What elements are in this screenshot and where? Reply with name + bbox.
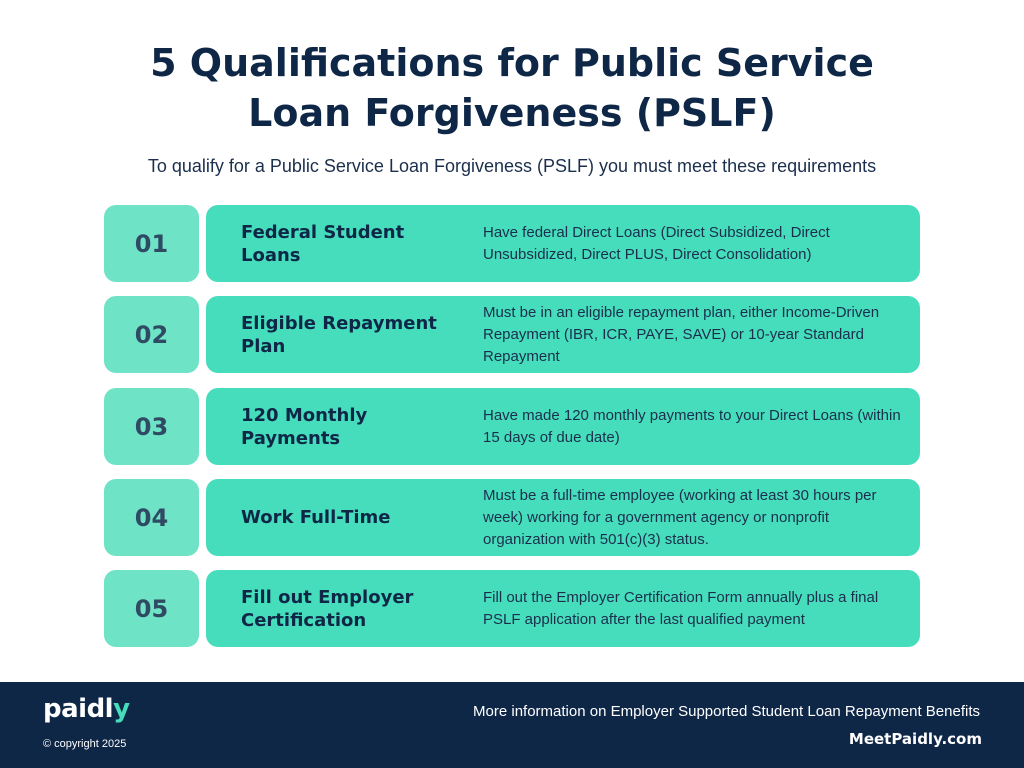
qualification-number: 03 xyxy=(104,388,199,465)
logo-wordmark: paidl xyxy=(43,694,114,724)
page-subtitle: To qualify for a Public Service Loan Forgiveness (PSLF) you must meet these requirements xyxy=(147,156,877,176)
logo-accent: y xyxy=(113,694,130,724)
website-link[interactable]: MeetPaidly.com xyxy=(848,730,982,748)
footer-bar xyxy=(0,682,1024,768)
qualification-card xyxy=(206,479,920,556)
qualification-card xyxy=(206,570,920,647)
more-info-text: More information on Employer Supported Student Loan Repayment Benefits xyxy=(473,703,980,720)
copyright-text: © copyright 2025 xyxy=(43,738,127,750)
qualification-description: Have made 120 monthly payments to your Direct Loans (within 15 days of due date) xyxy=(483,406,901,446)
page-title xyxy=(0,38,1024,138)
qualification-row-4 xyxy=(104,479,920,556)
qualification-number: 02 xyxy=(104,296,199,373)
paidly-logo xyxy=(43,694,130,724)
qualification-number: 01 xyxy=(104,205,199,282)
qualification-row-1 xyxy=(104,205,920,282)
qualification-number: 04 xyxy=(104,479,199,556)
qualification-row-5 xyxy=(104,570,920,647)
qualification-card xyxy=(206,388,920,465)
qualification-title: Eligible Repayment Plan xyxy=(241,312,437,357)
qualification-description: Have federal Direct Loans (Direct Subsidized, Direct Unsubsidized, Direct PLUS, Direct Consolidation) xyxy=(483,223,830,263)
qualification-row-2 xyxy=(104,296,920,373)
qualification-description: Must be in an eligible repayment plan, either Income-Driven Repayment (IBR, ICR, PAYE, SAVE) or 10-year Standard Repayment xyxy=(483,303,880,365)
qualification-card xyxy=(206,205,920,282)
qualification-description: Fill out the Employer Certification Form annually plus a final PSLF application after the last qualified payment xyxy=(483,588,879,628)
qualification-number: 05 xyxy=(104,570,199,647)
qualification-card xyxy=(206,296,920,373)
qualification-title: 120 Monthly Payments xyxy=(241,404,368,449)
qualification-title: Federal Student Loans xyxy=(241,221,405,266)
qualification-title: Fill out Employer Certification xyxy=(241,586,414,631)
qualification-row-3 xyxy=(104,388,920,465)
page-title-line-1: 5 Qualifications for Public Service xyxy=(150,41,874,85)
qualification-description: Must be a full-time employee (working at least 30 hours per week) working for a government agency or nonprofit organization with 501(c)(3) status. xyxy=(483,486,877,548)
qualification-title: Work Full-Time xyxy=(241,507,391,528)
page-title-line-2: Loan Forgiveness (PSLF) xyxy=(248,91,776,135)
